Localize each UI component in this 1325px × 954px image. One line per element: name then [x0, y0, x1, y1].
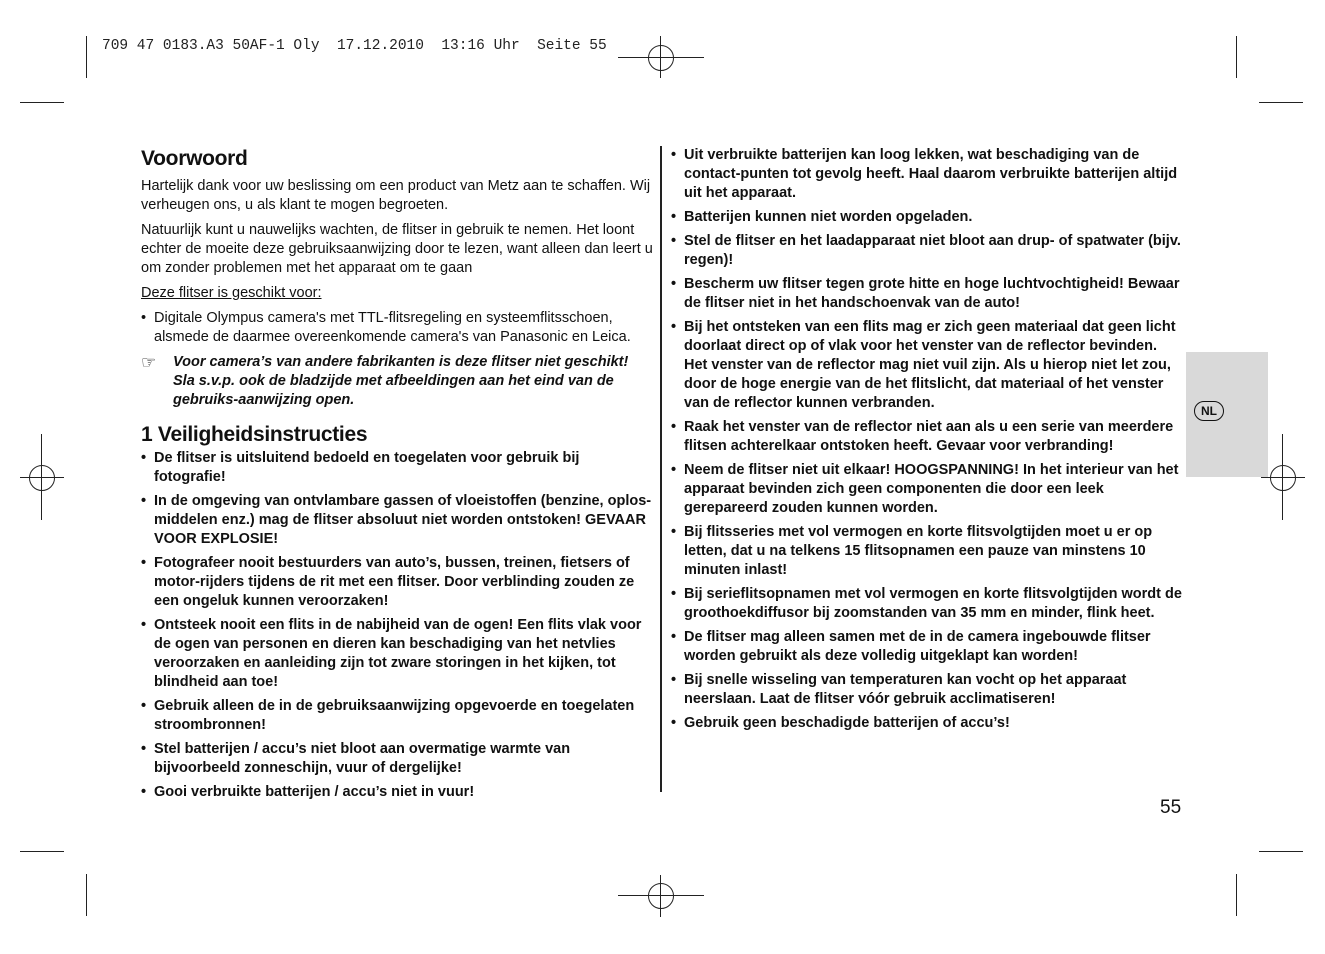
- pointing-hand-icon: ☞: [141, 353, 157, 372]
- page-number: 55: [1160, 797, 1182, 818]
- column-divider: [660, 146, 662, 792]
- list-item: • Stel batterijen / accu’s niet bloot aan overmatige warmte van bijvoorbeeld zonneschijn, vuur of dergelijke!: [141, 740, 653, 778]
- safety-list-continued: [671, 146, 1183, 733]
- suitable-heading: Deze flitser is geschikt voor:: [141, 285, 322, 301]
- registration-mark-icon: [648, 883, 674, 909]
- list-item: • Batterijen kunnen niet worden opgeladen.: [671, 208, 1183, 227]
- list-item: • Bij het ontsteken van een flits mag er zich geen materiaal dat geen licht doorlaat direct op of vlak voor het venster van de reflector bevinden. Het venster van de reflector mag niet vuil zijn. Als u hierop niet let zou, door de hoge energie van de het flitslicht, dat materiaal of het venster van de reflector kunnen verbranden.: [671, 318, 1183, 413]
- safety-list: [141, 449, 653, 802]
- list-item: • Raak het venster van de reflector niet aan als u een serie van meerdere flitsen achterelkaar ontstoken heeft. Gevaar voor verbranding!: [671, 418, 1183, 456]
- list-item: • Bij flitsseries met vol vermogen en korte flitsvolgtijden moet u er op letten, dat u na telkens 15 flitsopnamen een pauze van minstens 10 minuten inlast!: [671, 523, 1183, 580]
- safety-title: 1 Veiligheidsinstructies: [141, 423, 368, 446]
- foreword-paragraph: Hartelijk dank voor uw beslissing om een product van Metz aan te schaffen. Wij verheugen ons, u als klant te mogen begroeten.: [141, 178, 651, 213]
- list-item: • Ontsteek nooit een flits in de nabijheid van de ogen! Een flits vlak voor de ogen van personen en dieren kan beschadiging van het netvlies veroorzaken en aanleiding zijn tot zware storingen in het kijken, tot blindheid aan toe!: [141, 616, 653, 692]
- crop-mark: [1236, 36, 1237, 78]
- print-header: 709 47 0183.A3 50AF-1 Oly 17.12.2010 13:16 Uhr Seite 55: [102, 38, 607, 54]
- list-item: • Bij snelle wisseling van temperaturen kan vocht op het apparaat neerslaan. Laat de flitser vóór gebruik acclimatiseren!: [671, 671, 1183, 709]
- crop-mark: [86, 36, 87, 78]
- crop-mark: [20, 102, 64, 103]
- list-item: • De flitser is uitsluitend bedoeld en toegelaten voor gebruik bij fotografie!: [141, 449, 653, 487]
- registration-mark-icon: [29, 465, 55, 491]
- note-text: Voor camera’s van andere fabrikanten is deze flitser niet geschikt! Sla s.v.p. ook de bladzijde met afbeeldingen aan het eind van de gebruiks-aanwijzing open.: [173, 354, 629, 408]
- crop-mark: [1259, 851, 1303, 852]
- language-badge: NL: [1194, 401, 1224, 421]
- crop-mark: [86, 874, 87, 916]
- list-item: • Stel de flitser en het laadapparaat niet bloot aan drup- of spatwater (bijv. regen)!: [671, 232, 1183, 270]
- list-item: • In de omgeving van ontvlambare gassen of vloeistoffen (benzine, oplos-middelen enz.) mag de flitser absoluut niet worden ontstoken! GEVAAR VOOR EXPLOSIE!: [141, 492, 653, 549]
- crop-mark: [1236, 874, 1237, 916]
- right-column: [671, 146, 1183, 733]
- list-item: • Gooi verbruikte batterijen / accu’s niet in vuur!: [141, 783, 653, 802]
- suitable-list: [141, 309, 653, 347]
- list-item: • Bij serieflitsopnamen met vol vermogen en korte flitsvolgtijden wordt de groothoekdiffusor bij zoomstanden van 35 mm en minder, flink heet.: [671, 585, 1183, 623]
- crop-mark: [20, 851, 64, 852]
- foreword-paragraph: Natuurlijk kunt u nauwelijks wachten, de flitser in gebruik te nemen. Het loont echter de moeite deze gebruiksaanwijzing door te lezen, want alleen dan leert u om zonder problemen met het apparaat om te gaan: [141, 222, 653, 276]
- list-item: • Digitale Olympus camera's met TTL-flitsregeling en systeemflitsschoen, alsmede de daarmee overeenkomende camera's van Panasonic en Leica.: [141, 309, 653, 347]
- registration-mark-icon: [648, 45, 674, 71]
- registration-mark-icon: [1270, 465, 1296, 491]
- list-item: • Gebruik alleen de in de gebruiksaanwijzing opgevoerde en toegelaten stroombronnen!: [141, 697, 653, 735]
- left-column: [141, 146, 653, 802]
- note: [141, 353, 653, 410]
- list-item: • Gebruik geen beschadigde batterijen of accu’s!: [671, 714, 1183, 733]
- crop-mark: [1259, 102, 1303, 103]
- list-item: • Fotografeer nooit bestuurders van auto’s, bussen, treinen, fietsers of motor-rijders tijdens de rit met een flitser. Door verblinding zouden ze een ongeluk kunnen veroorzaken!: [141, 554, 653, 611]
- language-tab: [1186, 352, 1268, 477]
- list-item: • Neem de flitser niet uit elkaar! HOOGSPANNING! In het interieur van het apparaat bevinden zich geen componenten die door een leek gerepareerd zouden kunnen worden.: [671, 461, 1183, 518]
- list-item: • De flitser mag alleen samen met de in de camera ingebouwde flitser worden gebruikt als deze volledig uitgeklapt kan worden!: [671, 628, 1183, 666]
- list-item: • Bescherm uw flitser tegen grote hitte en hoge luchtvochtigheid! Bewaar de flitser niet in het handschoenvak van de auto!: [671, 275, 1183, 313]
- list-item: • Uit verbruikte batterijen kan loog lekken, wat beschadiging van de contact-punten tot gevolg heeft. Haal daarom verbruikte batterijen altijd uit het apparaat.: [671, 146, 1183, 203]
- foreword-title: Voorwoord: [141, 147, 248, 170]
